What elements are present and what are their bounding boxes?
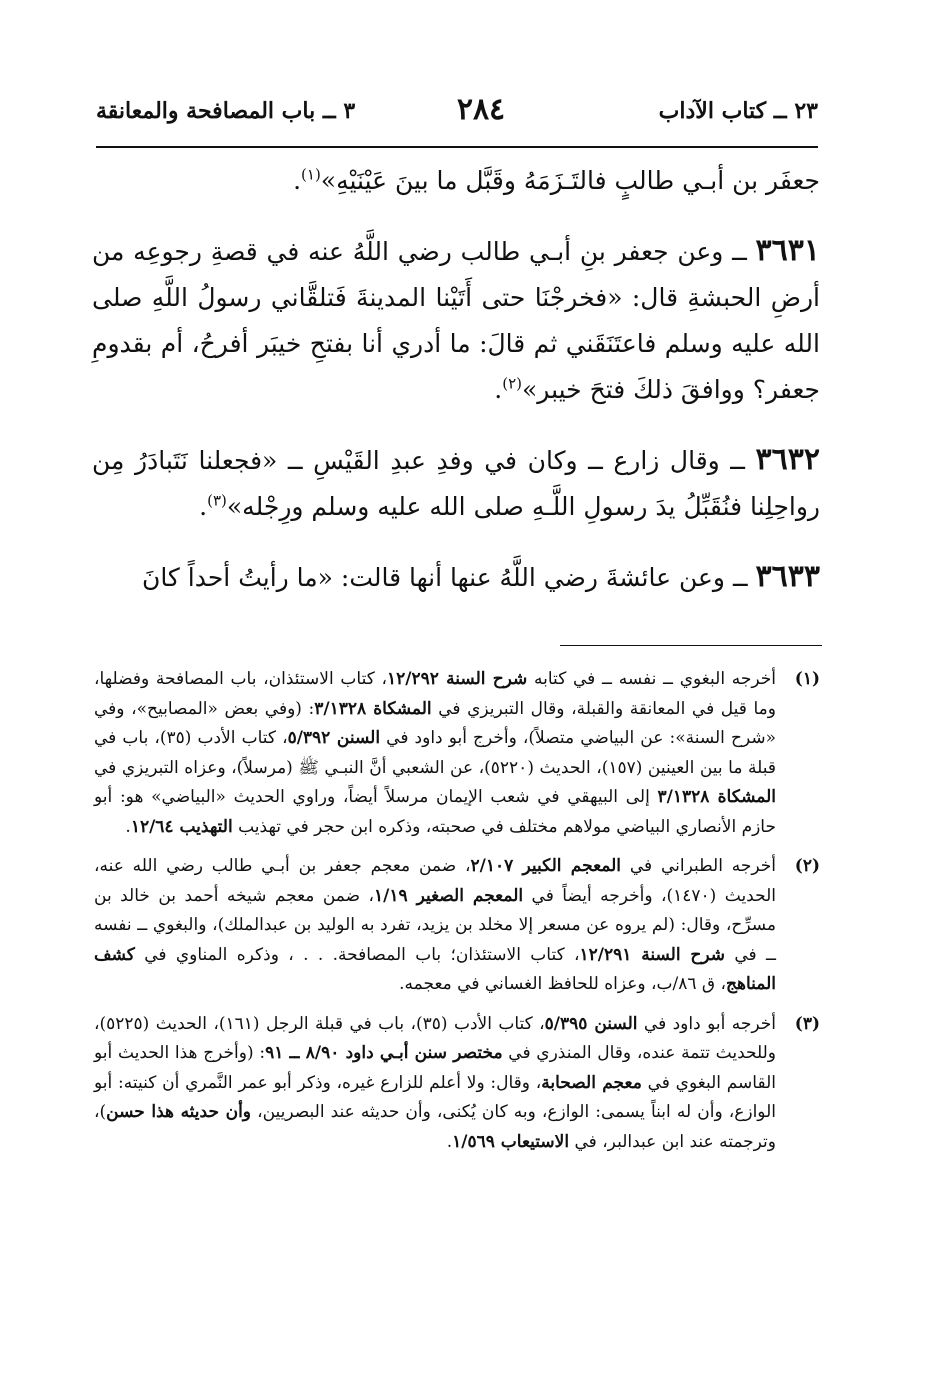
hadith-3633 <box>92 554 820 601</box>
footnote-source: مختصر سنن أبـي داود ٨/٩٠ ــ ٩١ <box>265 1043 503 1063</box>
footnote-text: ، كتاب الأدب (٣٥)، باب في قبلة ما بين العينين (١٥٧)، الحديث (٥٢٢٠)، عن الشعبي أنَّ النبـي ﷺ (مرسلاً)، وعزاه التبريزي في <box>94 728 776 778</box>
footnote-text: أخرجه البغوي ــ نفسه ــ في كتابه <box>527 669 776 689</box>
footnote-text: ، ضمن معجم جعفر بن أبـي طالب رضي الله عنه، الحديث (١٤٧٠)، وأخرجه أيضاً في <box>94 856 776 906</box>
footnote-text: ، كتاب الأدب (٣٥)، باب في قبلة الرجل (١٦١)، الحديث (٥٢٢٥)، وللحديث تتمة عنده، وقال المنذري في <box>94 1013 776 1063</box>
footnote-text: : (وفي بعض «المصابيح»، وفي «شرح السنة»: عن البياضي متصلاً)، وأخرج أبو داود في <box>94 698 776 748</box>
footnote-ref: (٣) <box>207 491 227 510</box>
paragraph-end: . <box>494 375 503 404</box>
header-rule <box>96 146 818 148</box>
footnote-source: المعجم الكبير ٢/١٠٧ <box>470 856 622 876</box>
footnote-source: السنن ٥/٣٩٢ <box>287 728 381 748</box>
running-header <box>96 92 818 138</box>
footnote-text: أخرجه الطبراني في <box>621 856 776 876</box>
paragraph-end: . <box>293 166 302 195</box>
hadith-3632 <box>92 437 820 530</box>
footnote-text: ، ضمن معجم شيخه أحمد بن خالد بن مسرِّح، وقال: (لم يروه عن مسعر إلا مخلد بن يزيد، تفرد به الوليد بن عبدالملك)، والبغوي ــ نفسه ــ في <box>94 885 776 965</box>
main-text <box>92 158 820 625</box>
footnote-source: شرح السنة ١٢/٢٩١ <box>579 944 726 965</box>
paragraph-text: جعفَر بن أبـي طالبٍ فالتَـزَمَهُ وقَبَّل ما بينَ عَيْنَيْهِ» <box>320 166 820 195</box>
footnote-source: التهذيب ١٢/٦٤ <box>130 816 233 837</box>
footnote-text: ، ق ٨٦/ب، وعزاه للحافظ الغساني في معجمه. <box>399 974 727 994</box>
paragraph-continuation <box>92 158 820 204</box>
footnote-ref: (١) <box>301 165 321 184</box>
footnote-number: (٢) <box>794 856 820 876</box>
footnote-text: )، وترجمته عند ابن عبدالبر، في <box>94 1102 776 1152</box>
footnote-rule <box>560 645 822 646</box>
footnote-1 <box>94 665 820 842</box>
hadith-3631 <box>92 228 820 413</box>
hadith-number: ٣٦٣٢ <box>755 442 820 477</box>
hadith-text: ــ وقال زارع ــ وكان في وفدِ عبدِ القَيْسِ ــ «فجعلنا نَتَبادَرُ مِن رواحِلِنا فنُقَبِّلُ يدَ رسولِ اللَّـهِ صلى الله عليه وسلم ورِجْله» <box>92 446 820 521</box>
footnote-number: (٣) <box>794 1013 820 1034</box>
footnote-number: (١) <box>794 669 820 689</box>
footnote-source: المشكاة ٣/١٣٢٨ <box>657 787 777 807</box>
footnote-source: شرح السنة ١٢/٢٩٢ <box>387 669 528 689</box>
footnote-ref: (٢) <box>502 374 522 393</box>
footnote-text: ، وقال: ولا أعلم للزارع غيره، وذكر أبو عمر النَّمري أن كنيته: أبو الوازع، وأن له ابناً يسمى: الوازع، وبه كان يُكنى، وأن حديثه عند البصريين، <box>94 1072 776 1122</box>
hadith-number: ٣٦٣٣ <box>755 559 820 594</box>
footnote-text: أخرجه أبو داود في <box>637 1013 776 1034</box>
footnote-text: إلى البيهقي في شعب الإيمان مرسلاً أيضاً، وراوي الحديث «البياضي» هو: أبو حازم الأنصاري البياضي مولاهم مختلف في صحبته، وذكره ابن حجر في تهذيب <box>94 787 776 837</box>
footnote-source: المشكاة ٣/١٣٢٨ <box>314 698 432 719</box>
footnote-source: معجم الصحابة <box>541 1072 642 1093</box>
hadith-number: ٣٦٣١ <box>755 233 820 268</box>
footnotes <box>94 665 820 1167</box>
footnote-text: . <box>125 816 131 837</box>
hadith-text: ــ وعن جعفر بنِ أبـي طالب رضي اللَّهُ عنه في قصةِ رجوعِه من أرضِ الحبشةِ قال: «فخرجْنَا حتى أَتَيْنا المدينةَ فَتلقَّاني رسولُ اللَّهِ صلى الله عليه وسلم فاعتَنَقَني ثم قالَ: ما أدري أنا بفتحِ خيبَر أفرحُ، أم بقدومِ جعفر؟ ووافقَ ذلكَ فتحَ خيبر» <box>92 237 820 404</box>
footnote-source: المعجم الصغير ١/١٩ <box>374 885 524 906</box>
footnote-3 <box>94 1010 820 1158</box>
footnote-2 <box>94 852 820 1000</box>
chapter-title: ٢٣ ــ كتاب الآداب <box>658 98 818 124</box>
footnote-source: وأن حديثه هذا حسن <box>106 1102 251 1122</box>
footnote-text: ، كتاب الاستئذان؛ باب المصافحة. . . ، وذكره المناوي في <box>134 944 580 965</box>
hadith-text: ــ وعن عائشةَ رضي اللَّهُ عنها أنها قالت: «ما رأيتُ أحداً كانَ <box>141 563 756 592</box>
footnote-text: . <box>446 1131 453 1152</box>
footnote-source: السنن ٥/٣٩٥ <box>544 1013 638 1034</box>
paragraph-end: . <box>199 492 208 521</box>
footnote-text: ، كتاب الاستئذان، باب المصافحة وفضلها، وما قيل في المعانقة والقبلة، وقال التبريزي في <box>94 669 776 719</box>
footnote-text: : (وأخرج هذا الحديث أبو القاسم البغوي في <box>94 1043 776 1093</box>
page-number: ٢٨٤ <box>456 92 506 127</box>
footnote-source: كشف المناهج <box>94 944 776 994</box>
section-title: ٣ ــ باب المصافحة والمعانقة <box>96 98 356 124</box>
footnote-source: الاستيعاب ١/٥٦٩ <box>452 1131 570 1152</box>
